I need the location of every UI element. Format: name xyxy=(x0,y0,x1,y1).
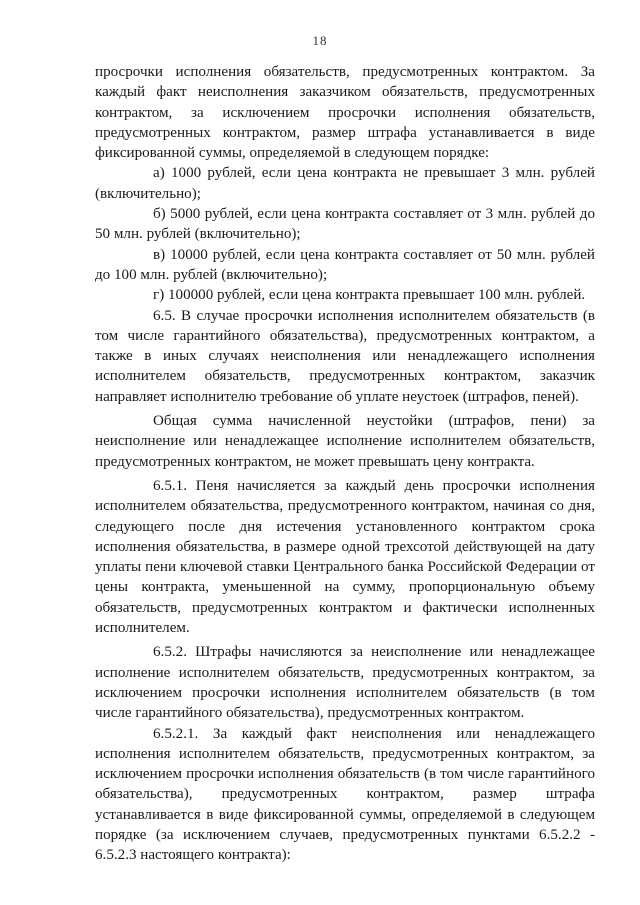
paragraph-6-5-1: 6.5.1. Пеня начисляется за каждый день просрочки исполнения исполнителем обязательства, предусмотренного контрактом, начиная со дня, следующего после дня истечения установленного контрактом срока исполнения обязательства, в размере одной трехсотой действующей на дату уплаты пени ключевой ставки Центрального банка Российской Федерации от цены контракта, уменьшенной на сумму, пропорциональную объему обязательств, предусмотренных контрактом и фактически исполненных исполнителем. xyxy=(95,477,595,637)
paragraph-6-5: 6.5. В случае просрочки исполнения исполнителем обязательств (в том числе гарантийного обязательства), предусмотренных контрактом, а также в иных случаях неисполнения или ненадлежащего исполнения исполнителем обязательств, предусмотренных контрактом, заказчик направляет исполнителю требование об уплате неустоек (штрафов, пеней). xyxy=(95,307,595,405)
paragraph-item-b: б) 5000 рублей, если цена контракта составляет от 3 млн. рублей до 50 млн. рублей (включительно); xyxy=(95,206,595,243)
paragraph-6-5-2-1: 6.5.2.1. За каждый факт неисполнения или ненадлежащего исполнения исполнителем обязательств, предусмотренных контрактом, за исключением просрочки исполнения обязательств (в том числе гарантийного обязательства), предусмотренных контрактом, размер штрафа устанавливается в виде фиксированной суммы, определяемой в следующем порядке (за исключением случаев, предусмотренных пунктами 6.5.2.2 - 6.5.2.3 настоящего контракта): xyxy=(95,725,595,864)
paragraph-item-v: в) 10000 рублей, если цена контракта составляет от 50 млн. рублей до 100 млн. рублей (включительно); xyxy=(95,246,595,283)
paragraph-item-a: а) 1000 рублей, если цена контракта не превышает 3 млн. рублей (включительно); xyxy=(95,165,595,202)
paragraph-total-penalty: Общая сумма начисленной неустойки (штрафов, пени) за неисполнение или ненадлежащее исполнение исполнителем обязательств, предусмотренных контрактом, не может превышать цену контракта. xyxy=(95,413,595,470)
document-body xyxy=(95,62,595,866)
page-number: 18 xyxy=(312,33,328,48)
paragraph-penalty-customer-intro: просрочки исполнения обязательств, предусмотренных контрактом. За каждый факт неисполнения заказчиком обязательств, предусмотренных контрактом, за исключением просрочки исполнения обязательств, предусмотренных контрактом, размер штрафа устанавливается в виде фиксированной суммы, определяемой в следующем порядке: xyxy=(95,64,595,162)
paragraph-6-5-2: 6.5.2. Штрафы начисляются за неисполнение или ненадлежащее исполнение исполнителем обязательств, предусмотренных контрактом, за исключением просрочки исполнения исполнителем обязательств (в том числе гарантийного обязательства), предусмотренных контрактом. xyxy=(95,644,595,722)
paragraph-item-g: г) 100000 рублей, если цена контракта превышает 100 млн. рублей. xyxy=(153,287,586,304)
